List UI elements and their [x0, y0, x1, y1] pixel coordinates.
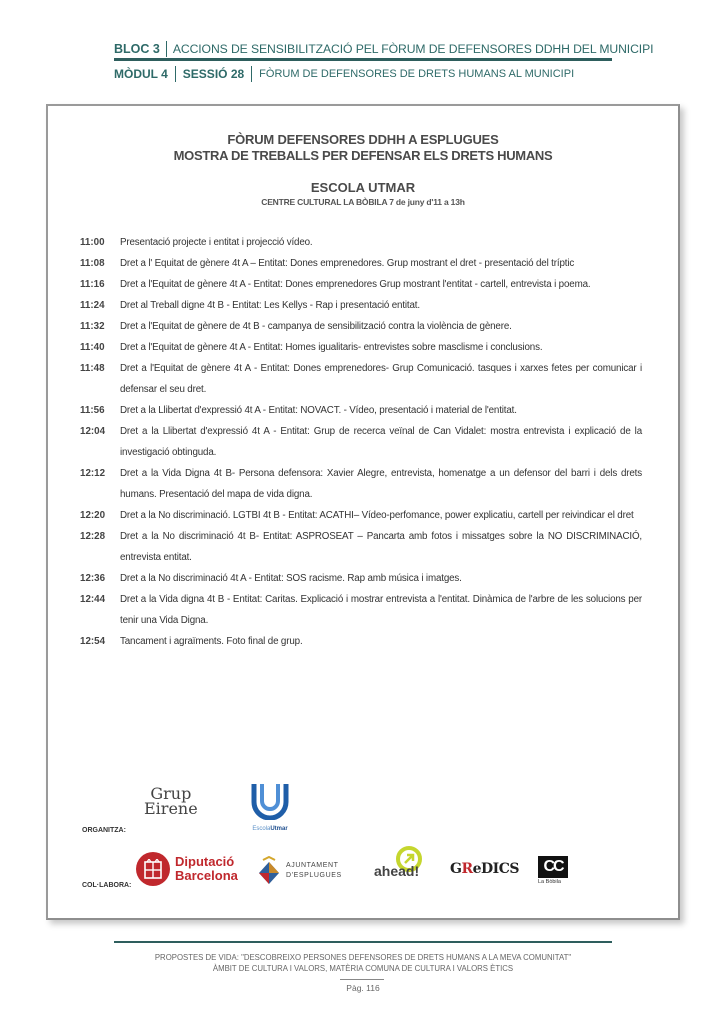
cc-la-bobila-logo: [538, 856, 568, 885]
diputacio-line1: Diputació: [175, 854, 235, 869]
schedule-time: 12:12: [80, 468, 106, 479]
diputacio-emblem-icon: [136, 852, 170, 886]
grup-eirene-line2: Eirene: [144, 799, 198, 818]
schedule-item: [80, 421, 642, 463]
schedule-time: 12:20: [80, 510, 106, 521]
escola-utmar-logo: [242, 780, 298, 832]
col-labora-label: COL·LABORA:: [82, 882, 132, 889]
schedule-description: Dret a l'Equitat de gènere 4t A - Entitat: Homes igualitaris- entrevistes sobre masclisme i conclusions.: [120, 342, 543, 353]
session-number: SESSIÓ 28: [176, 66, 252, 82]
grup-eirene-line1: Grup: [150, 784, 192, 803]
schedule-item: [80, 505, 642, 526]
schedule-description: Presentació projecte i entitat i projecció vídeo.: [120, 237, 313, 248]
schedule-item: [80, 358, 642, 400]
schedule-item: [80, 295, 642, 316]
schedule-description: Dret a l' Equitat de gènere 4t A – Entitat: Dones emprenedores. Grup mostrant el dret - presentació del tríptic: [120, 258, 575, 269]
schedule-description: Dret a la Llibertat d'expressió 4t A - Entitat: Grup de recerca veïnal de Can Vidalet: mostra entrevista i explicació de la investigació obtinguda.: [120, 426, 642, 458]
schedule-item: [80, 400, 642, 421]
schedule-time: 11:24: [80, 300, 105, 311]
schedule-item: [80, 316, 642, 337]
bloc-number: BLOC 3: [114, 41, 167, 57]
header-bloc-line: [114, 38, 654, 60]
page-number-rule: [340, 979, 384, 980]
schedule-item: [80, 337, 642, 358]
schedule-item: [80, 589, 642, 631]
schedule-item: [80, 232, 642, 253]
venue-date: CENTRE CULTURAL LA BÒBILA 7 de juny d'11 a 13h: [261, 197, 465, 207]
schedule-description: Dret a la No discriminació. LGTBI 4t B - Entitat: ACATHI– Vídeo-perfomance, power explicatiu, cartell per reivindicar el dret: [120, 510, 634, 521]
utmar-u-icon: [248, 780, 292, 820]
schedule-description: Tancament i agraïments. Foto final de grup.: [120, 636, 303, 647]
footer-line2: ÀMBIT DE CULTURA I VALORS, MATÈRIA COMUNA DE CULTURA I VALORS ÈTICS: [212, 964, 514, 973]
bloc-title: ACCIONS DE SENSIBILITZACIÓ PEL FÒRUM DE DEFENSORES DDHH DEL MUNICIPI: [172, 42, 654, 56]
schedule-item: [80, 568, 642, 589]
schedule-description: Dret a l'Equitat de gènere 4t A - Entitat: Dones emprenedores Grup mostrant l'entitat - cartell, entrevista i poema.: [120, 279, 591, 290]
session-title: FÒRUM DE DEFENSORES DE DRETS HUMANS AL MUNICIPI: [259, 68, 575, 80]
schedule-description: Dret al Treball digne 4t B - Entitat: Les Kellys - Rap i presentació entitat.: [120, 300, 420, 311]
schedule-time: 12:44: [80, 594, 106, 605]
schedule-description: Dret a la No discriminació 4t B- Entitat: ASPROSEAT – Pancarta amb fotos i missatges sobre la NO DISCRIMINACIÓ, entrevista entitat.: [120, 531, 642, 563]
schedule-time: 11:32: [80, 321, 105, 332]
ahead-wordmark: ahead!: [374, 863, 420, 879]
schedule-description: Dret a l'Equitat de gènere de 4t B - campanya de sensibilització contra la violència de gènere.: [120, 321, 512, 332]
poster-frame: [46, 104, 680, 920]
ahead-logo: [374, 846, 436, 886]
organitza-label: ORGANITZA:: [82, 827, 126, 834]
schedule-time: 11:40: [80, 342, 105, 353]
schedule-time: 11:16: [80, 279, 105, 290]
schedule-list: [80, 232, 642, 652]
esplugues-shield-icon: [258, 856, 280, 886]
schedule-time: 12:04: [80, 426, 106, 437]
cc-mark: CC: [538, 856, 568, 878]
diputacio-barcelona-logo: [136, 852, 238, 886]
schedule-time: 11:08: [80, 258, 105, 269]
poster-title: FÒRUM DEFENSORES DDHH A ESPLUGUES: [227, 132, 499, 147]
page-number: Pàg. 116: [346, 983, 380, 993]
ajuntament-esplugues-logo: [258, 856, 342, 886]
schedule-description: Dret a la No discriminació 4t A - Entitat: SOS racisme. Rap amb música i imatges.: [120, 573, 462, 584]
schedule-item: [80, 631, 642, 652]
grup-eirene-logo: [144, 786, 198, 816]
footer-line1: PROPOSTES DE VIDA: "DESCOBREIXO PERSONES DEFENSORES DE DRETS HUMANS A LA MEVA COMUNITAT": [154, 953, 572, 962]
schedule-description: Dret a l'Equitat de gènere 4t A - Entitat: Dones emprenedores- Grup Comunicació. tasques i xarxes fetes per comunicar i defensar el seu dret.: [120, 363, 642, 395]
school-name: ESCOLA UTMAR: [310, 180, 416, 195]
header-module-line: [114, 64, 574, 84]
footer-divider: [114, 941, 612, 943]
ajuntament-line2: D'ESPLUGUES: [286, 872, 342, 879]
schedule-description: Dret a la Vida Digna 4t B- Persona defensora: Xavier Alegre, entrevista, homenatge a un defensor del barri i dels drets humans. Presentació del mapa de vida digna.: [120, 468, 642, 500]
utmar-caption: EscolaUtmar: [252, 826, 288, 832]
schedule-description: Dret a la Llibertat d'expressió 4t A - Entitat: NOVACT. - Vídeo, presentació i material de l'entitat.: [120, 405, 517, 416]
gredics-logo: GReDICS: [450, 861, 519, 877]
ajuntament-line1: AJUNTAMENT: [286, 862, 339, 869]
schedule-time: 12:36: [80, 573, 106, 584]
schedule-description: Dret a la Vida digna 4t B - Entitat: Caritas. Explicació i mostrar entrevista a l'entitat. Dinàmica de l'arbre de les solucions per tenir una Vida Digna.: [120, 594, 642, 626]
diputacio-line2: Barcelona: [175, 868, 238, 883]
schedule-item: [80, 526, 642, 568]
module-number: MÒDUL 4: [114, 66, 176, 82]
schedule-time: 11:00: [80, 237, 105, 248]
schedule-item: [80, 463, 642, 505]
schedule-time: 12:54: [80, 636, 106, 647]
schedule-item: [80, 253, 642, 274]
cc-label: La Bòbila: [538, 879, 561, 885]
schedule-time: 12:28: [80, 531, 106, 542]
poster-subtitle: MOSTRA DE TREBALLS PER DEFENSAR ELS DRETS HUMANS: [173, 148, 553, 163]
schedule-time: 11:48: [80, 363, 105, 374]
schedule-item: [80, 274, 642, 295]
schedule-time: 11:56: [80, 405, 105, 416]
header-divider: [114, 58, 612, 61]
